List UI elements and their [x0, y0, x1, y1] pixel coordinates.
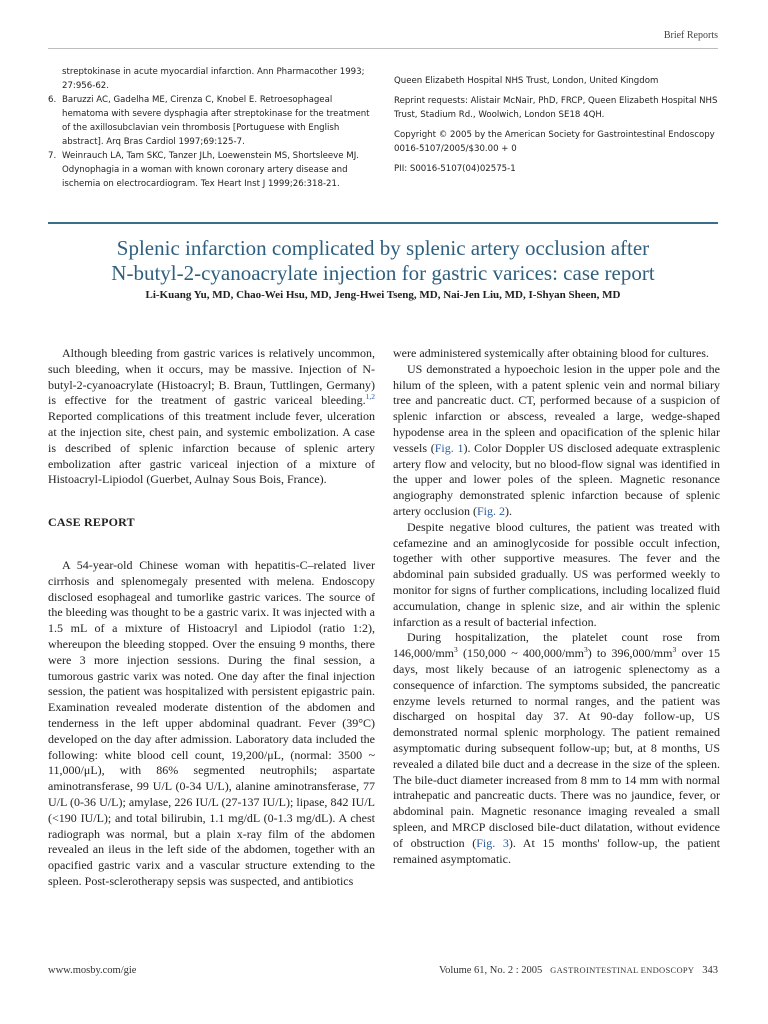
article-rule: [48, 222, 718, 224]
figure-1-link[interactable]: Fig. 1: [434, 440, 464, 455]
institution: Queen Elizabeth Hospital NHS Trust, London, United Kingdom: [394, 76, 659, 86]
imaging-paragraph: US demonstrated a hypoechoic lesion in the upper pole and the hilum of the spleen, with a patent splenic vein and normal biliary tree and pancreatic duct. CT, performed because of a suspicion of splenic infarction or abscess, revealed a large, wedge-shaped hypodense area in the spleen and opacification of the splenic hilar vessels (Fig. 1). Color Doppler US disclosed adequate extrasplenic artery flow and velocity, but no blood-flow signal was identified in the upper and lower poles of the spleen. Magnetic resonance angiography demonstrated splenic infarction because of splenic artery occlusion (Fig. 2).: [393, 361, 721, 518]
reference-item: [48, 93, 376, 149]
reference-text: streptokinase in acute myocardial infarction. Ann Pharmacother 1993; 27:956-62.: [62, 67, 365, 91]
reference-text: Baruzzi AC, Gadelha ME, Cirenza C, Knobel E. Retroesophageal hematoma with severe dysphagia after streptokinase for the treatment of the axillosubclavian vein thrombosis [Portuguese with English abstract]. Arq Bras Cardiol 1997;69:125-7.: [62, 95, 370, 147]
footer-page-number: 343: [702, 965, 718, 976]
footer-volume: Volume 61, No. 2 : 2005: [438, 965, 543, 976]
right-column: [393, 346, 720, 867]
left-column: [48, 346, 375, 890]
case-paragraph: A 54-year-old Chinese woman with hepatitis-C–related liver cirrhosis and splenomegaly presented with melena. Endoscopy disclosed esophageal and tumorlike gastric varices. The source of the bleeding was thought to be a gastric varix. It was injected with a 1.5 mL of a mixture of Histoacryl and Lipiodol (ratio 1:2), whereupon the bleeding stopped. Over the ensuing 9 months, there were 3 more injection sessions. During the final session, a tumorous gastric varix was noted. One day after the final injection session, the patient was hospitalized with persistent epigastric pain. Examination revealed moderate distention of the abdomen and tenderness in the left upper abdominal quadrant. Fever (39°C) developed on the day after admission. Laboratory data included the following: white blood cell count, 19,200/μL, (normal: 3500 ~ 11,000/μL), with 86% segmented neutrophils; aspartate aminotransferase, 99 U/L (0-34 U/L), alanine aminotransferase, 77 U/L (0-36 U/L); amylase, 226 IU/L (27-137 IU/L); lipase, 842 IU/L (<190 IU/L); and total bilirubin, 1.1 mg/dL (0-1.3 mg/dL). A chest radiograph was normal, but a plain x-ray film of the abdomen revealed an ileus in the left side of the abdomen, together with an opacified gastric varix and a vascular structure extending to the spleen. Post-sclerotherapy sepsis was suspected, and antibiotics: [48, 557, 375, 888]
reprint-requests: Reprint requests: Alistair McNair, PhD, FRCP, Queen Elizabeth Hospital NHS Trust, Stadium Rd., Woolwich, London SE18 4QH.: [394, 96, 718, 120]
reference-text: Weinrauch LA, Tam SKC, Tanzer JLh, Loewenstein MS, Shortsleeve MJ. Odynophagia in a woman with known coronary artery disease and ischemia on electrocardiogram. Tex Heart Inst J 1999;26:318-21.: [62, 151, 359, 189]
reference-number: 6.: [48, 95, 57, 105]
copyright-line: Copyright © 2005 by the American Society for Gastrointestinal Endoscopy: [394, 130, 715, 140]
followup-paragraph: During hospitalization, the platelet count rose from $146,000/mm^3$ (150,000 ~ $400,000/mm^3$) to $396,000/mm^3$ over 15 days, most likely because of an iatrogenic splenectomy as a consequence of infarction. The symptoms subsided, the pancreatic enzyme levels returned to normal ranges, and the patient was discharged on hospital day 37. At 90-day follow-up, US demonstrated normal splenic morphology. The patient remained asymptomatic during subsequent follow-up; but, at 8 months, US revealed a dilated bile duct and a decrease in the size of the spleen. The bile-duct diameter increased from 8 mm to 14 mm with normal intrahepatic and pancreatic ducts. There was no jaundice, fever, or abdominal pain. Magnetic resonance imaging revealed a small spleen, and MRCP disclosed bile-duct dilatation, without evidence of obstruction (Fig. 3). At 15 months' follow-up, the patient remained asymptomatic.: [393, 630, 720, 866]
citation-superscript[interactable]: 1,2: [365, 392, 375, 402]
affiliation-block: [394, 74, 724, 182]
footer-url[interactable]: www.mosby.com/gie: [48, 965, 137, 976]
title-line-2: N-butyl-2-cyanoacrylate injection for gastric varices: case report: [111, 261, 655, 285]
case-report-heading: CASE REPORT: [48, 515, 135, 530]
intro-paragraph: Although bleeding from gastric varices is relatively uncommon, such bleeding, when it occurs, may be massive. Injection of N-butyl-2-cyanoacrylate (Histoacryl; B. Braun, Tuttlingen, Germany) is effective for the treatment of gastric variceal bleeding.$^{1,2}$ Reported complications of this treatment include fever, ulceration at the injection site, chest pain, and systemic embolization. A case is described of splenic infarction because of splenic artery embolization after gastric variceal injection of a mixture of Histoacryl-Lipiodol (Guerbet, Aulnay Sous Bois, France).: [48, 346, 375, 487]
copyright: [394, 128, 724, 156]
reference-item: [48, 65, 376, 93]
figure-2-link[interactable]: Fig. 2: [476, 503, 505, 518]
price-code: 0016-5107/2005/$30.00 + 0: [394, 144, 517, 154]
reference-item: [48, 149, 376, 191]
continued-paragraph: were administered systemically after obtaining blood for cultures.: [393, 346, 709, 360]
pii: PII: S0016-5107(04)02575-1: [394, 164, 516, 174]
reference-number: 7.: [48, 151, 57, 161]
treatment-paragraph: Despite negative blood cultures, the patient was treated with cefamezine and an aminoglycoside for possible occult infection, together with other supportive measures. The fever and the abdominal pain subsided gradually. US was performed weekly to monitor for signs of further complications, including localized fluid accumulation, change in splenic size, and air within the splenic infarction as a result of bacterial infection.: [393, 519, 720, 629]
footer-journal: GASTROINTESTINAL ENDOSCOPY: [550, 965, 695, 975]
title-line-1: Splenic infarction complicated by splenic artery occlusion after: [116, 236, 650, 260]
figure-3-link[interactable]: Fig. 3: [476, 835, 509, 850]
header-rule: [48, 48, 718, 49]
reference-number: [48, 65, 62, 93]
article-title: [48, 236, 718, 286]
running-header-section: Brief Reports: [663, 30, 718, 41]
author-list: Li-Kuang Yu, MD, Chao-Wei Hsu, MD, Jeng-Hwei Tseng, MD, Nai-Jen Liu, MD, I-Shyan Sheen, MD: [145, 289, 621, 301]
footer-citation: [439, 965, 718, 976]
reference-list: [48, 65, 376, 191]
